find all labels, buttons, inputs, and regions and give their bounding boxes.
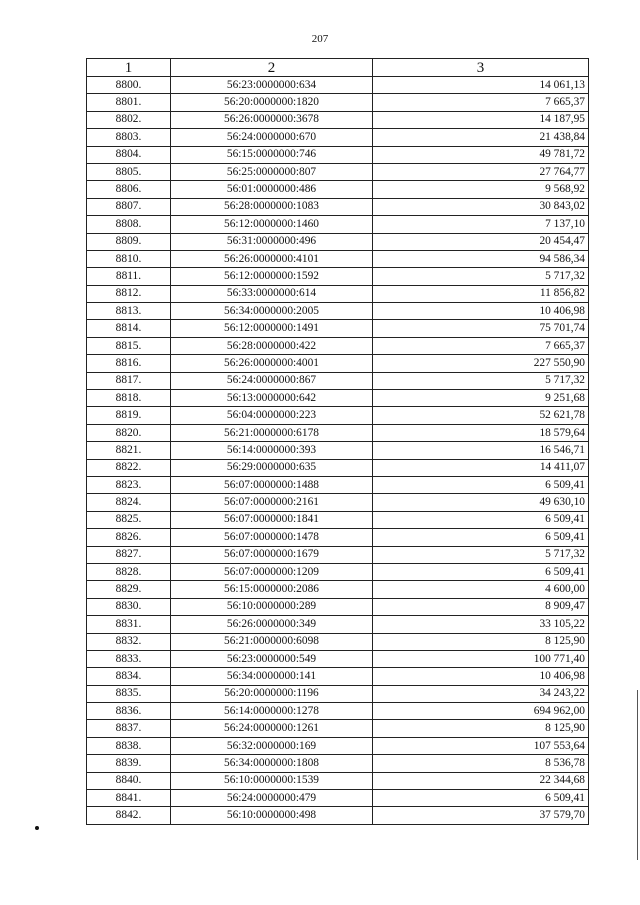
table-row <box>87 511 589 528</box>
row-number-cell: 8842. <box>87 807 171 824</box>
table-body <box>87 77 589 825</box>
cadastral-number-cell: 56:01:0000000:486 <box>171 181 373 198</box>
amount-cell: 34 243,22 <box>373 685 589 702</box>
row-number-cell: 8836. <box>87 703 171 720</box>
cadastral-number-cell: 56:23:0000000:634 <box>171 77 373 94</box>
row-number-cell: 8838. <box>87 737 171 754</box>
amount-cell: 7 665,37 <box>373 337 589 354</box>
amount-cell: 6 509,41 <box>373 563 589 580</box>
amount-cell: 8 125,90 <box>373 633 589 650</box>
amount-cell: 49 781,72 <box>373 146 589 163</box>
amount-cell: 52 621,78 <box>373 407 589 424</box>
cadastral-number-cell: 56:10:0000000:289 <box>171 598 373 615</box>
cadastral-number-cell: 56:04:0000000:223 <box>171 407 373 424</box>
column-header-1: 1 <box>87 59 171 77</box>
row-number-cell: 8841. <box>87 790 171 807</box>
table-row <box>87 303 589 320</box>
row-number-cell: 8810. <box>87 250 171 267</box>
amount-cell: 14 187,95 <box>373 111 589 128</box>
row-number-cell: 8832. <box>87 633 171 650</box>
table-row <box>87 442 589 459</box>
cadastral-number-cell: 56:12:0000000:1592 <box>171 268 373 285</box>
row-number-cell: 8839. <box>87 755 171 772</box>
cadastral-number-cell: 56:20:0000000:1820 <box>171 94 373 111</box>
cadastral-number-cell: 56:24:0000000:479 <box>171 790 373 807</box>
row-number-cell: 8837. <box>87 720 171 737</box>
row-number-cell: 8827. <box>87 546 171 563</box>
header-row <box>87 59 589 77</box>
table-row <box>87 790 589 807</box>
cadastral-number-cell: 56:14:0000000:1278 <box>171 703 373 720</box>
table-row <box>87 737 589 754</box>
table-row <box>87 250 589 267</box>
amount-cell: 14 411,07 <box>373 459 589 476</box>
amount-cell: 10 406,98 <box>373 303 589 320</box>
table-row <box>87 268 589 285</box>
cadastral-number-cell: 56:28:0000000:1083 <box>171 198 373 215</box>
row-number-cell: 8821. <box>87 442 171 459</box>
row-number-cell: 8826. <box>87 529 171 546</box>
amount-cell: 75 701,74 <box>373 320 589 337</box>
amount-cell: 20 454,47 <box>373 233 589 250</box>
cadastral-number-cell: 56:10:0000000:1539 <box>171 772 373 789</box>
table-row <box>87 546 589 563</box>
cadastral-number-cell: 56:34:0000000:2005 <box>171 303 373 320</box>
amount-cell: 5 717,32 <box>373 372 589 389</box>
table-row <box>87 198 589 215</box>
amount-cell: 227 550,90 <box>373 355 589 372</box>
table-row <box>87 355 589 372</box>
table-row <box>87 233 589 250</box>
cadastral-number-cell: 56:07:0000000:1478 <box>171 529 373 546</box>
amount-cell: 9 568,92 <box>373 181 589 198</box>
amount-cell: 8 125,90 <box>373 720 589 737</box>
cadastral-number-cell: 56:34:0000000:1808 <box>171 755 373 772</box>
cadastral-number-cell: 56:21:0000000:6178 <box>171 424 373 441</box>
row-number-cell: 8816. <box>87 355 171 372</box>
cadastral-number-cell: 56:07:0000000:1488 <box>171 476 373 493</box>
row-number-cell: 8814. <box>87 320 171 337</box>
row-number-cell: 8801. <box>87 94 171 111</box>
table-row <box>87 720 589 737</box>
row-number-cell: 8828. <box>87 563 171 580</box>
row-number-cell: 8824. <box>87 494 171 511</box>
table-row <box>87 807 589 824</box>
table-row <box>87 285 589 302</box>
cadastral-number-cell: 56:32:0000000:169 <box>171 737 373 754</box>
cadastral-number-cell: 56:33:0000000:614 <box>171 285 373 302</box>
row-number-cell: 8802. <box>87 111 171 128</box>
row-number-cell: 8833. <box>87 650 171 667</box>
cadastral-number-cell: 56:12:0000000:1460 <box>171 216 373 233</box>
amount-cell: 6 509,41 <box>373 476 589 493</box>
amount-cell: 14 061,13 <box>373 77 589 94</box>
data-table <box>86 58 589 825</box>
cadastral-number-cell: 56:29:0000000:635 <box>171 459 373 476</box>
amount-cell: 49 630,10 <box>373 494 589 511</box>
table-row <box>87 476 589 493</box>
table-row <box>87 216 589 233</box>
table-row <box>87 563 589 580</box>
cadastral-number-cell: 56:25:0000000:807 <box>171 163 373 180</box>
row-number-cell: 8812. <box>87 285 171 302</box>
table-row <box>87 337 589 354</box>
cadastral-number-cell: 56:31:0000000:496 <box>171 233 373 250</box>
row-number-cell: 8815. <box>87 337 171 354</box>
cadastral-number-cell: 56:20:0000000:1196 <box>171 685 373 702</box>
row-number-cell: 8819. <box>87 407 171 424</box>
page-number: 207 <box>311 33 329 45</box>
amount-cell: 21 438,84 <box>373 129 589 146</box>
table-row <box>87 390 589 407</box>
margin-dot <box>35 826 39 830</box>
cadastral-number-cell: 56:26:0000000:4101 <box>171 250 373 267</box>
cadastral-number-cell: 56:24:0000000:867 <box>171 372 373 389</box>
table-row <box>87 129 589 146</box>
cadastral-number-cell: 56:26:0000000:349 <box>171 616 373 633</box>
cadastral-number-cell: 56:26:0000000:4001 <box>171 355 373 372</box>
row-number-cell: 8840. <box>87 772 171 789</box>
amount-cell: 100 771,40 <box>373 650 589 667</box>
amount-cell: 8 536,78 <box>373 755 589 772</box>
row-number-cell: 8820. <box>87 424 171 441</box>
amount-cell: 10 406,98 <box>373 668 589 685</box>
amount-cell: 5 717,32 <box>373 268 589 285</box>
amount-cell: 11 856,82 <box>373 285 589 302</box>
amount-cell: 107 553,64 <box>373 737 589 754</box>
cadastral-number-cell: 56:10:0000000:498 <box>171 807 373 824</box>
table-row <box>87 650 589 667</box>
table-row <box>87 407 589 424</box>
cadastral-number-cell: 56:24:0000000:1261 <box>171 720 373 737</box>
table-row <box>87 703 589 720</box>
row-number-cell: 8831. <box>87 616 171 633</box>
amount-cell: 22 344,68 <box>373 772 589 789</box>
cadastral-number-cell: 56:07:0000000:1679 <box>171 546 373 563</box>
cadastral-number-cell: 56:07:0000000:1209 <box>171 563 373 580</box>
table-row <box>87 598 589 615</box>
cadastral-number-cell: 56:21:0000000:6098 <box>171 633 373 650</box>
row-number-cell: 8834. <box>87 668 171 685</box>
cadastral-number-cell: 56:12:0000000:1491 <box>171 320 373 337</box>
cadastral-number-cell: 56:14:0000000:393 <box>171 442 373 459</box>
amount-cell: 16 546,71 <box>373 442 589 459</box>
row-number-cell: 8825. <box>87 511 171 528</box>
row-number-cell: 8804. <box>87 146 171 163</box>
row-number-cell: 8829. <box>87 581 171 598</box>
row-number-cell: 8803. <box>87 129 171 146</box>
row-number-cell: 8808. <box>87 216 171 233</box>
table-row <box>87 616 589 633</box>
column-header-2: 2 <box>171 59 373 77</box>
table-row <box>87 772 589 789</box>
row-number-cell: 8823. <box>87 476 171 493</box>
table-row <box>87 372 589 389</box>
amount-cell: 8 909,47 <box>373 598 589 615</box>
cadastral-number-cell: 56:28:0000000:422 <box>171 337 373 354</box>
cadastral-number-cell: 56:07:0000000:2161 <box>171 494 373 511</box>
column-header-3: 3 <box>373 59 589 77</box>
row-number-cell: 8835. <box>87 685 171 702</box>
amount-cell: 37 579,70 <box>373 807 589 824</box>
amount-cell: 6 509,41 <box>373 511 589 528</box>
row-number-cell: 8817. <box>87 372 171 389</box>
table-row <box>87 633 589 650</box>
row-number-cell: 8800. <box>87 77 171 94</box>
table-row <box>87 77 589 94</box>
table-row <box>87 163 589 180</box>
cadastral-number-cell: 56:26:0000000:3678 <box>171 111 373 128</box>
table-row <box>87 181 589 198</box>
cadastral-number-cell: 56:23:0000000:549 <box>171 650 373 667</box>
table-row <box>87 320 589 337</box>
cadastral-number-cell: 56:13:0000000:642 <box>171 390 373 407</box>
row-number-cell: 8818. <box>87 390 171 407</box>
row-number-cell: 8805. <box>87 163 171 180</box>
amount-cell: 7 137,10 <box>373 216 589 233</box>
table-row <box>87 668 589 685</box>
row-number-cell: 8809. <box>87 233 171 250</box>
row-number-cell: 8830. <box>87 598 171 615</box>
table-row <box>87 494 589 511</box>
amount-cell: 94 586,34 <box>373 250 589 267</box>
row-number-cell: 8806. <box>87 181 171 198</box>
cadastral-number-cell: 56:24:0000000:670 <box>171 129 373 146</box>
cadastral-number-cell: 56:15:0000000:746 <box>171 146 373 163</box>
cadastral-number-cell: 56:15:0000000:2086 <box>171 581 373 598</box>
row-number-cell: 8813. <box>87 303 171 320</box>
amount-cell: 4 600,00 <box>373 581 589 598</box>
amount-cell: 694 962,00 <box>373 703 589 720</box>
amount-cell: 30 843,02 <box>373 198 589 215</box>
cadastral-number-cell: 56:07:0000000:1841 <box>171 511 373 528</box>
table-row <box>87 459 589 476</box>
table-row <box>87 111 589 128</box>
table-row <box>87 424 589 441</box>
amount-cell: 33 105,22 <box>373 616 589 633</box>
amount-cell: 6 509,41 <box>373 529 589 546</box>
amount-cell: 7 665,37 <box>373 94 589 111</box>
table-row <box>87 146 589 163</box>
scan-edge-line <box>637 690 638 860</box>
amount-cell: 18 579,64 <box>373 424 589 441</box>
amount-cell: 9 251,68 <box>373 390 589 407</box>
table-row <box>87 755 589 772</box>
cadastral-number-cell: 56:34:0000000:141 <box>171 668 373 685</box>
table-row <box>87 685 589 702</box>
amount-cell: 6 509,41 <box>373 790 589 807</box>
amount-cell: 5 717,32 <box>373 546 589 563</box>
table-row <box>87 529 589 546</box>
table-row <box>87 94 589 111</box>
table-row <box>87 581 589 598</box>
row-number-cell: 8807. <box>87 198 171 215</box>
row-number-cell: 8822. <box>87 459 171 476</box>
amount-cell: 27 764,77 <box>373 163 589 180</box>
row-number-cell: 8811. <box>87 268 171 285</box>
